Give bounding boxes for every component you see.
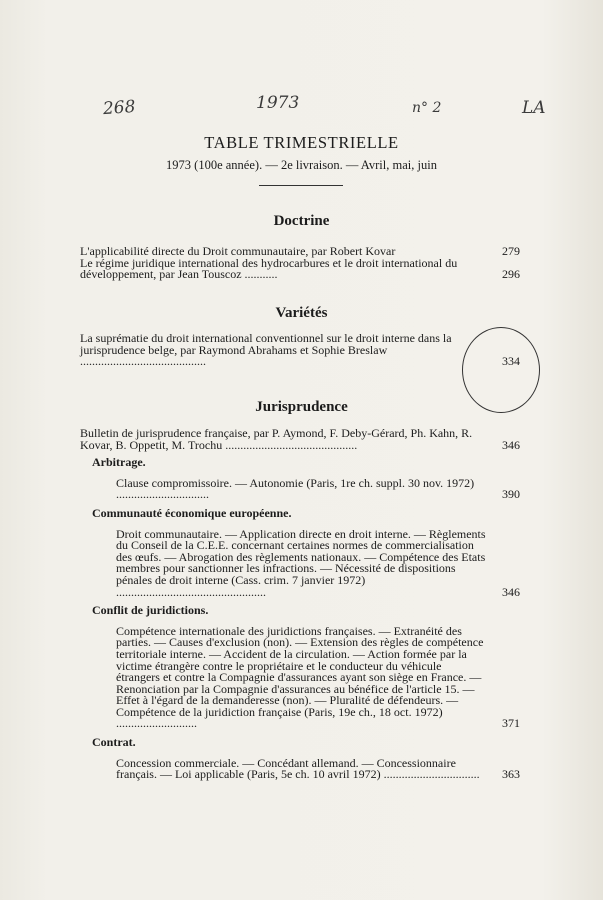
section-heading-varietes: Variétés: [275, 305, 328, 321]
toc-entry-page: 346: [502, 584, 520, 599]
category-title: Conflit de juridictions.: [92, 603, 209, 618]
category-title: Contrat.: [92, 735, 136, 750]
toc-entry-text: Le régime juridique international des hydrocarbures et le droit international du développement, par Jean Touscoz ...........: [80, 255, 458, 282]
toc-entry-page: 363: [502, 767, 520, 782]
title-rule: [259, 185, 343, 186]
toc-entry-text: Clause compromissoire. — Autonomie (Paris, 1re ch. suppl. 30 nov. 1972) ...............................: [116, 475, 475, 502]
handwritten-year: 1973: [256, 93, 300, 113]
toc-entry-page: 346: [502, 437, 520, 452]
handwritten-number: 268: [102, 96, 137, 120]
handwritten-corner: LA: [522, 98, 546, 118]
section-heading-jurisprudence: Jurisprudence: [255, 399, 348, 415]
toc-entry-text: Compétence internationale des juridictions françaises. — Extranéité des parties. — Causes d'exclusion (non). — Extension des règles de compétence territoriale interne. — Accident de la circulation. — Action formée par la victime étrangère contre le propriétaire et le conducteur du véhicule étrangers et contre la Compagnie d'assurances ayant son siège en France. — Renonciation par la Compagnie d'assurances au bénéfice de l'article 15. — Effet à l'égard de la demanderesse (non). — Pluralité de défendeurs. — Compétence de la juridiction française (Paris, 19e ch., 18 oct. 1972) ...........................: [116, 623, 484, 731]
toc-entry-page: 390: [502, 487, 520, 502]
category-title: Arbitrage.: [92, 455, 146, 470]
varietes-list: [80, 333, 520, 368]
toc-entry: [80, 255, 520, 282]
page-subtitle: 1973 (100e année). — 2e livraison. — Avril, mai, juin: [166, 158, 437, 172]
toc-entry-text: La suprématie du droit international conventionnel sur le droit interne dans la jurisprudence belge, par Raymond Abrahams et Sophie Breslaw ..........................................: [80, 331, 452, 369]
section-heading-doctrine: Doctrine: [273, 213, 330, 229]
toc-entry: [80, 428, 520, 451]
toc-entry-text: Concession commerciale. — Concédant allemand. — Concessionnaire français. — Loi applicable (Paris, 5e ch. 10 avril 1972) ................................: [116, 755, 480, 782]
toc-entry-page: 296: [502, 267, 520, 282]
toc-entry-text: Bulletin de jurisprudence française, par P. Aymond, F. Deby-Gérard, Ph. Kahn, R. Kovar, B. Oppetit, M. Trochu ............................................: [80, 426, 473, 452]
toc-entry-page: 334: [502, 354, 520, 369]
toc-entry: [80, 526, 520, 599]
handwritten-issue: n° 2: [412, 100, 442, 116]
toc-entry: [80, 475, 520, 502]
toc-entry: [80, 333, 520, 368]
jurisprudence-list: [80, 428, 520, 781]
toc-entry: [80, 755, 520, 782]
doctrine-list: [80, 246, 520, 281]
toc-entry-text: Droit communautaire. — Application directe en droit interne. — Règlements du Conseil de la C.E.E. concernant certaines normes de commercialisation des œufs. — Abrogation des règlements nationaux. — Compétence des Etats membres pour sanctionner les infractions. — Nécessité de dispositions pénales de droit interne (Cass. crim. 7 janvier 1972) ..................................................: [116, 526, 486, 599]
page-title: TABLE TRIMESTRIELLE: [204, 133, 399, 152]
toc-entry-page: 371: [502, 716, 520, 731]
toc-entry: [80, 623, 520, 731]
toc-entry-page: 279: [502, 244, 520, 258]
category-title: Communauté économique européenne.: [92, 505, 292, 520]
toc-entry-text: L'applicabilité directe du Droit communautaire, par Robert Kovar: [80, 244, 396, 258]
